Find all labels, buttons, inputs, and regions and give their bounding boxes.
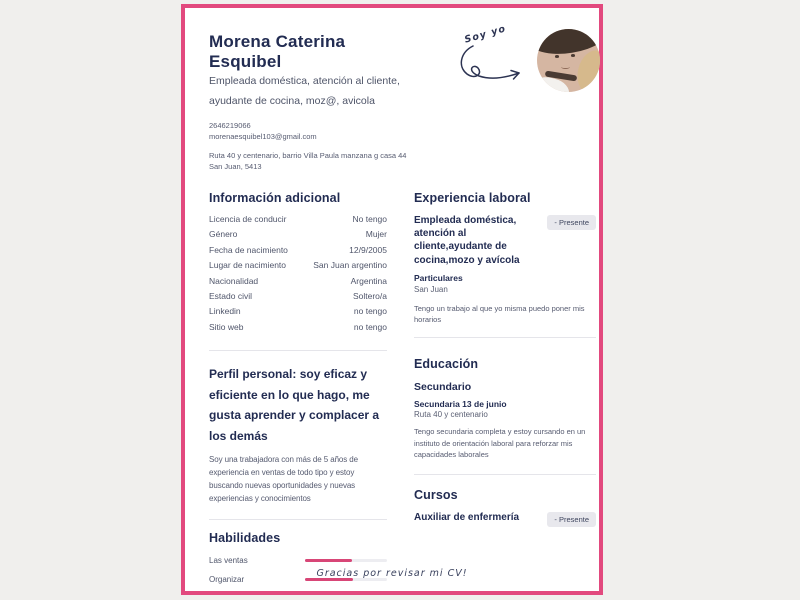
course-entry xyxy=(414,511,596,524)
info-value: 12/9/2005 xyxy=(349,244,387,255)
candidate-name: Morena Caterina Esquibel xyxy=(209,32,346,72)
skill-row xyxy=(209,556,387,565)
course-name: Auxiliar de enfermería xyxy=(414,511,520,523)
divider xyxy=(209,519,387,520)
photo-hair-light xyxy=(573,47,600,92)
education-school: Secundaria 13 de junio xyxy=(414,399,507,409)
info-value: no tengo xyxy=(353,321,387,332)
arrow-doodle-icon xyxy=(457,44,537,88)
info-value: Soltero/a xyxy=(352,290,387,301)
info-value: Mujer xyxy=(365,229,387,240)
photo-eye xyxy=(571,54,575,57)
job-location: San Juan xyxy=(414,284,448,294)
divider xyxy=(414,337,596,338)
address-line-1: Ruta 40 y centenario, barrio Villa Paula manzana g casa 44 xyxy=(209,150,407,160)
info-label: Estado civil xyxy=(209,290,252,301)
info-row xyxy=(209,306,387,321)
photo-annotation: Soy yo xyxy=(463,23,508,46)
skill-bar-fill xyxy=(305,559,352,562)
footer-thanks: Gracias por revisar mi CV! xyxy=(316,568,468,579)
info-value: no tengo xyxy=(353,306,387,317)
info-label: Lugar de nacimiento xyxy=(209,260,287,271)
profile-photo xyxy=(537,29,600,92)
info-row xyxy=(209,276,387,291)
info-row xyxy=(209,291,387,306)
section-title-additional-info: Información adicional xyxy=(209,191,341,205)
candidate-subtitle: Empleada doméstica, atención al cliente, ayudante de cocina, moz@, avicola xyxy=(209,75,400,108)
photo-eye xyxy=(555,55,559,58)
email-address: morenaesquibel103@gmail.com xyxy=(209,132,317,142)
profile-body: Soy una trabajadora con más de 5 años de experiencia en ventas de todo tipo y estoy buscando nuevas oportunidades y nuevas experiencias y conocimientos xyxy=(209,454,358,504)
info-value: San Juan argentino xyxy=(313,260,387,271)
skill-label: Organizar xyxy=(209,575,245,585)
info-label: Nacionalidad xyxy=(209,275,259,286)
phone-number: 2646219066 xyxy=(209,121,251,130)
info-row xyxy=(209,322,387,337)
section-title-education: Educación xyxy=(414,357,479,371)
profile-title: Perfil personal: soy eficaz y eficiente en lo que hago, me gusta aprender y complacer a los demás xyxy=(209,367,380,443)
section-title-experience: Experiencia laboral xyxy=(414,191,531,205)
present-badge: - Presente xyxy=(547,215,596,230)
job-role: Empleada doméstica, atención al cliente,ayudante de cocina,mozo y avícola xyxy=(414,215,520,266)
present-badge: - Presente xyxy=(547,512,596,527)
skill-label: Las ventas xyxy=(209,556,248,566)
contact-block xyxy=(209,120,429,172)
skill-bar xyxy=(305,559,387,562)
info-label: Fecha de nacimiento xyxy=(209,244,288,255)
address-line-2: San Juan, 5413 xyxy=(209,161,262,171)
divider xyxy=(414,474,596,475)
section-title-courses: Cursos xyxy=(414,487,458,502)
education-location: Ruta 40 y centenario xyxy=(414,410,488,419)
info-value: Argentina xyxy=(350,275,387,286)
job-employer: Particulares xyxy=(414,272,463,283)
info-label: Género xyxy=(209,229,238,240)
left-column xyxy=(209,191,387,594)
photo-smile xyxy=(561,65,570,69)
info-row xyxy=(209,214,387,229)
info-value: No tengo xyxy=(352,214,387,224)
job-description: Tengo un trabajo al que yo misma puedo poner mis horarios xyxy=(414,303,585,325)
info-row xyxy=(209,260,387,275)
divider xyxy=(209,350,387,351)
info-label: Linkedin xyxy=(209,306,241,317)
info-label: Licencia de conducir xyxy=(209,214,287,224)
education-description: Tengo secundaria completa y estoy cursando en un instituto de orientación laboral para reforzar mis capacidades laborales xyxy=(414,427,586,460)
additional-info-table xyxy=(209,214,387,337)
section-title-skills: Habilidades xyxy=(209,531,281,546)
info-label: Sitio web xyxy=(209,321,244,332)
education-degree: Secundario xyxy=(414,381,472,393)
info-row xyxy=(209,229,387,244)
right-column xyxy=(414,191,596,524)
info-row xyxy=(209,245,387,260)
cv-page xyxy=(181,4,603,595)
experience-entry xyxy=(414,214,596,267)
